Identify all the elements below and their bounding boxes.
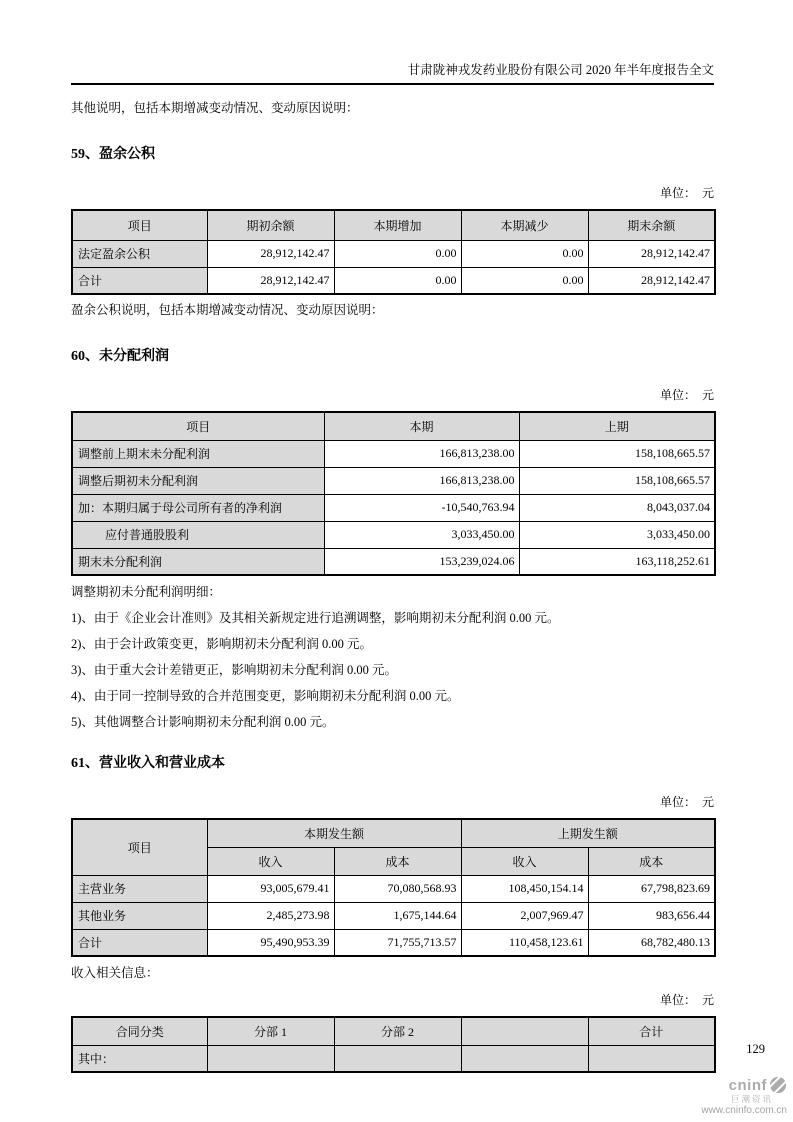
adjustment-note-1: 1)、由于《企业会计准则》及其相关新规定进行追溯调整，影响期初未分配利润 0.00 元。: [71, 611, 560, 625]
cell-value: 158,108,665.57: [519, 440, 715, 467]
surplus-reserve-table: [71, 209, 716, 295]
table-row-total: [72, 929, 715, 956]
cell-value: 93,005,679.41: [207, 875, 334, 902]
other-notes-paragraph: 其他说明，包括本期增减变动情况、变动原因说明：: [71, 101, 359, 115]
col-header-item: 项目: [72, 412, 324, 440]
cell-value: 0.00: [334, 240, 461, 267]
col-header-blank: [461, 1017, 588, 1045]
revenue-cost-table: [71, 818, 716, 957]
table-row: [72, 240, 715, 267]
cell-value: 0.00: [334, 267, 461, 294]
adjustment-detail-heading: 调整期初未分配利润明细：: [71, 585, 222, 599]
cninfo-chinese-name: 巨潮资讯: [730, 1094, 773, 1104]
cell-value: 983,656.44: [588, 902, 715, 929]
cell-value: 28,912,142.47: [207, 267, 334, 294]
col-header-contract-class: 合同分类: [72, 1017, 207, 1045]
cell-value: 28,912,142.47: [588, 240, 715, 267]
cell-value: 95,490,953.39: [207, 929, 334, 956]
table-row: [72, 548, 715, 575]
table-header-row: [72, 1017, 715, 1045]
row-label: 主营业务: [72, 875, 207, 902]
col-header-total: 合计: [588, 1017, 715, 1045]
table-header-row: [72, 210, 715, 240]
sub-header-revenue: 收入: [461, 847, 588, 875]
cell-value: 28,912,142.47: [588, 267, 715, 294]
adjustment-note-4: 4)、由于同一控制导致的合并范围变更，影响期初未分配利润 0.00 元。: [71, 689, 460, 703]
cell-value: 8,043,037.04: [519, 494, 715, 521]
cell-value: 3,033,450.00: [324, 521, 519, 548]
cell-value: 0.00: [461, 240, 588, 267]
cell-value: 2,007,969.47: [461, 902, 588, 929]
table-row: [72, 440, 715, 467]
row-label: 合计: [72, 267, 207, 294]
cell-value: 108,450,154.14: [461, 875, 588, 902]
row-label: 调整前上期末未分配利润: [72, 440, 324, 467]
adjustment-note-3: 3)、由于重大会计差错更正，影响期初未分配利润 0.00 元。: [71, 663, 398, 677]
cell-empty: [334, 1045, 461, 1072]
col-header-item: 项目: [72, 819, 207, 875]
row-label: 合计: [72, 929, 207, 956]
unit-label-59: 单位： 元: [659, 186, 714, 200]
cell-empty: [207, 1045, 334, 1072]
row-label: 其中：: [72, 1045, 207, 1072]
unit-label-60: 单位： 元: [659, 388, 714, 402]
row-label: 其他业务: [72, 902, 207, 929]
col-header-prior-period: 上期: [519, 412, 715, 440]
table-row: [72, 902, 715, 929]
cell-value: 3,033,450.00: [519, 521, 715, 548]
cell-value: 67,798,823.69: [588, 875, 715, 902]
income-info-note: 收入相关信息：: [71, 966, 159, 980]
cell-value: 163,118,252.61: [519, 548, 715, 575]
cninfo-logo-icon: [769, 1076, 787, 1094]
table-row: [72, 1045, 715, 1072]
group-header-prior-period: 上期发生额: [461, 819, 715, 847]
cell-value: 1,675,144.64: [334, 902, 461, 929]
col-header-segment-1: 分部 1: [207, 1017, 334, 1045]
cell-value: 28,912,142.47: [207, 240, 334, 267]
cninfo-logo-text: cninf: [728, 1076, 767, 1094]
cell-value: 68,782,480.13: [588, 929, 715, 956]
adjustment-note-5: 5)、其他调整合计影响期初未分配利润 0.00 元。: [71, 715, 335, 729]
cell-value: 166,813,238.00: [324, 467, 519, 494]
table-row: [72, 521, 715, 548]
cell-value: 166,813,238.00: [324, 440, 519, 467]
row-label: 调整后期初未分配利润: [72, 467, 324, 494]
cell-value: 71,755,713.57: [334, 929, 461, 956]
sub-header-cost: 成本: [588, 847, 715, 875]
contract-classification-table: [71, 1016, 716, 1073]
table-row: [72, 467, 715, 494]
document-header-title: 甘肃陇神戎发药业股份有限公司 2020 年半年度报告全文: [71, 60, 714, 85]
page-number: 129: [746, 1042, 765, 1056]
unit-label-contract: 单位： 元: [659, 993, 714, 1007]
section-61-title: 61、营业收入和营业成本: [71, 756, 225, 771]
row-label-indented: 应付普通股股利: [72, 521, 324, 548]
section-60-title: 60、未分配利润: [71, 349, 169, 364]
table-row: [72, 494, 715, 521]
col-header-segment-2: 分部 2: [334, 1017, 461, 1045]
col-header-closing-balance: 期末余额: [588, 210, 715, 240]
table-row-total: [72, 267, 715, 294]
col-header-current-period: 本期: [324, 412, 519, 440]
row-label: 法定盈余公积: [72, 240, 207, 267]
cell-value: 0.00: [461, 267, 588, 294]
col-header-item: 项目: [72, 210, 207, 240]
cninfo-watermark: [667, 1076, 787, 1116]
cell-value: 110,458,123.61: [461, 929, 588, 956]
cell-value: 153,239,024.06: [324, 548, 519, 575]
row-label: 期末未分配利润: [72, 548, 324, 575]
cell-value: 2,485,273.98: [207, 902, 334, 929]
unit-label-61: 单位： 元: [659, 795, 714, 809]
sub-header-revenue: 收入: [207, 847, 334, 875]
cell-empty: [461, 1045, 588, 1072]
retained-earnings-table: [71, 411, 716, 576]
table-group-header-row: [72, 819, 715, 847]
cninfo-url: www.cninfo.com.cn: [701, 1104, 787, 1116]
table-header-row: [72, 412, 715, 440]
col-header-increase: 本期增加: [334, 210, 461, 240]
section-59-title: 59、盈余公积: [71, 147, 155, 162]
table-row: [72, 875, 715, 902]
surplus-reserve-note: 盈余公积说明，包括本期增减变动情况、变动原因说明：: [71, 303, 384, 317]
col-header-opening-balance: 期初余额: [207, 210, 334, 240]
cell-empty: [588, 1045, 715, 1072]
row-label: 加：本期归属于母公司所有者的净利润: [72, 494, 324, 521]
adjustment-note-2: 2)、由于会计政策变更，影响期初未分配利润 0.00 元。: [71, 637, 373, 651]
group-header-current-period: 本期发生额: [207, 819, 461, 847]
cell-value: 70,080,568.93: [334, 875, 461, 902]
col-header-decrease: 本期减少: [461, 210, 588, 240]
cell-value: -10,540,763.94: [324, 494, 519, 521]
cell-value: 158,108,665.57: [519, 467, 715, 494]
sub-header-cost: 成本: [334, 847, 461, 875]
